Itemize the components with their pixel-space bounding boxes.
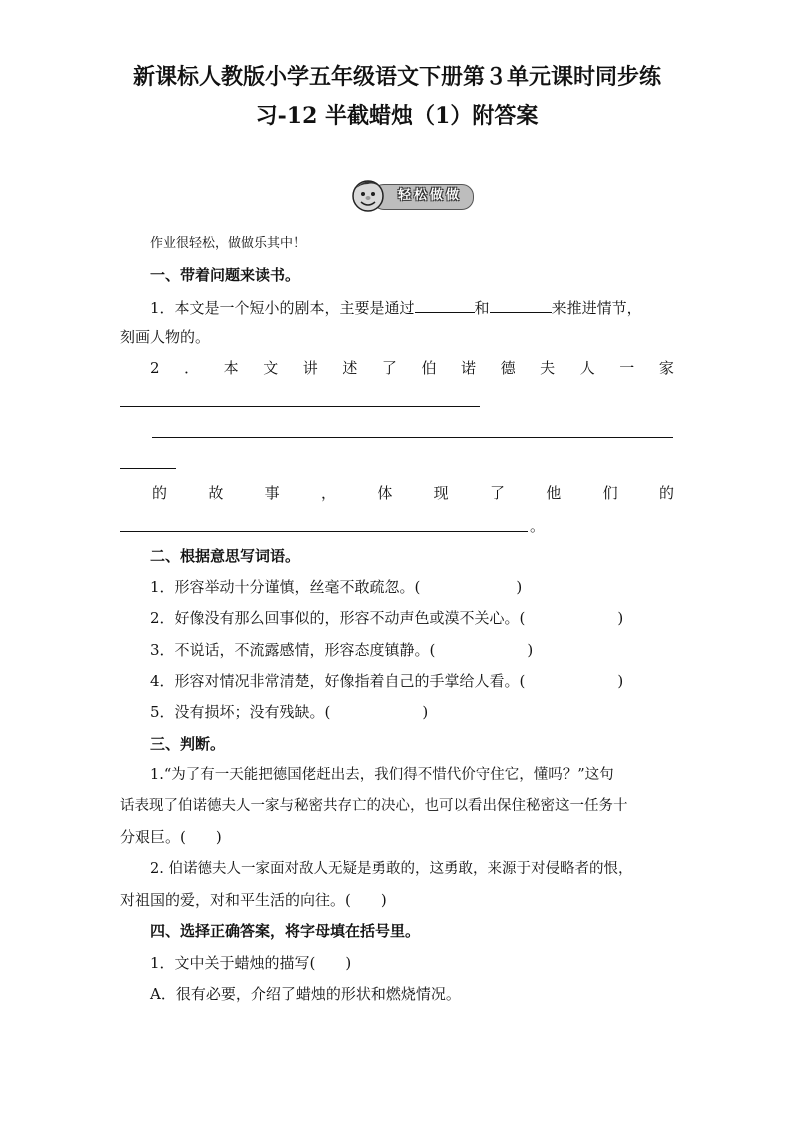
section-2-item-1 (150, 577, 710, 597)
q2-char: 他 (546, 484, 562, 502)
answer-line[interactable] (120, 406, 480, 407)
q2-char: 了 (381, 359, 397, 377)
item-text: 2．好像没有那么回事似的，形容不动声色或漠不关心。( (150, 609, 526, 627)
close-paren: ) (516, 578, 523, 596)
item-text: 5．没有损坏；没有残缺。( (150, 703, 331, 721)
q2-char: 德 (500, 359, 516, 377)
exercise-badge (348, 176, 476, 214)
document-title-line-1: 新课标人教版小学五年级语文下册第３单元课时同步练 (132, 64, 661, 90)
q2-char: 一 (619, 359, 635, 377)
section-3-q1-line-1: 1.“为了有一天能把德国佬赶出去，我们得不惜代价守住它，懂吗？”这句 (150, 767, 614, 783)
intro-text: 作业很轻松，做做乐其中！ (150, 236, 307, 251)
cartoon-face-icon (348, 176, 392, 214)
q2-char: 现 (433, 484, 449, 502)
section-3-heading: 三、判断。 (150, 735, 226, 753)
section-4-q1: 1．文中关于蜡烛的描写( ) (150, 954, 352, 972)
answer-blank[interactable] (490, 296, 552, 313)
section-1-q2-end (152, 483, 674, 503)
q2-char: 的 (152, 484, 168, 502)
q2-char: 2 (150, 359, 160, 377)
close-paren: ) (527, 641, 534, 659)
document-title-line-2: 习-12 半截蜡烛（1）附答案 (255, 103, 539, 129)
q2-char: 体 (377, 484, 393, 502)
section-4-heading: 四、选择正确答案，将字母填在括号里。 (150, 922, 421, 940)
section-3-q1-line-2: 话表现了伯诺德夫人一家与秘密共存亡的决心，也可以看出保住秘密这一任务十 (120, 798, 628, 814)
q2-char: 文 (263, 359, 279, 377)
section-2-item-3 (150, 640, 710, 660)
q2-char: 事 (264, 484, 280, 502)
q2-char: 们 (602, 484, 618, 502)
q2-char: ， (320, 484, 336, 502)
close-paren: ) (422, 703, 429, 721)
q2-char: 人 (579, 359, 595, 377)
q2-char: 讲 (302, 359, 318, 377)
answer-blank[interactable] (415, 296, 475, 313)
q2-char: 本 (223, 359, 239, 377)
section-2-item-5 (150, 702, 710, 722)
q2-char: ． (184, 359, 200, 377)
answer-line[interactable] (120, 531, 528, 532)
section-2-item-2 (150, 608, 710, 628)
q1-text-a: 1．本文是一个短小的剧本，主要是通过 (150, 299, 415, 317)
q2-char: 家 (658, 359, 674, 377)
close-paren: ) (617, 609, 624, 627)
section-3-q2-line-2: 对祖国的爱，对和平生活的向往。( ) (120, 891, 387, 909)
q1-text-c: 来推进情节， (551, 299, 642, 317)
section-1-q1 (150, 296, 710, 318)
section-2-item-4 (150, 671, 710, 691)
section-4-option-a[interactable]: A．很有必要，介绍了蜡烛的形状和燃烧情况。 (150, 985, 461, 1003)
q2-char: 了 (489, 484, 505, 502)
q2-period: 。 (530, 517, 546, 535)
section-1-q2 (150, 358, 674, 378)
item-text: 3．不说话，不流露感情，形容态度镇静。( (150, 641, 436, 659)
q2-char: 伯 (421, 359, 437, 377)
q2-char: 故 (208, 484, 224, 502)
section-2-heading: 二、根据意思写词语。 (150, 547, 301, 565)
item-text: 4．形容对情况非常清楚，好像指着自己的手掌给人看。( (150, 672, 526, 690)
q2-char: 诺 (461, 359, 477, 377)
section-1-heading: 一、带着问题来读书。 (150, 266, 301, 284)
answer-line[interactable] (120, 468, 176, 469)
section-3-q1-line-3: 分艰巨。( ) (120, 828, 222, 846)
q2-char: 的 (658, 484, 674, 502)
section-3-q2-line-1: 2. 伯诺德夫人一家面对敌人无疑是勇敢的，这勇敢，来源于对侵略者的恨， (150, 861, 633, 877)
item-text: 1．形容举动十分谨慎，丝毫不敢疏忽。( (150, 578, 421, 596)
q2-char: 述 (342, 359, 358, 377)
close-paren: ) (617, 672, 624, 690)
badge-text: 轻松做做 (397, 188, 462, 203)
q2-char: 夫 (540, 359, 556, 377)
q1-text-b: 和 (474, 299, 490, 317)
section-1-q1-cont: 刻画人物的。 (120, 328, 211, 346)
answer-line[interactable] (152, 437, 673, 438)
